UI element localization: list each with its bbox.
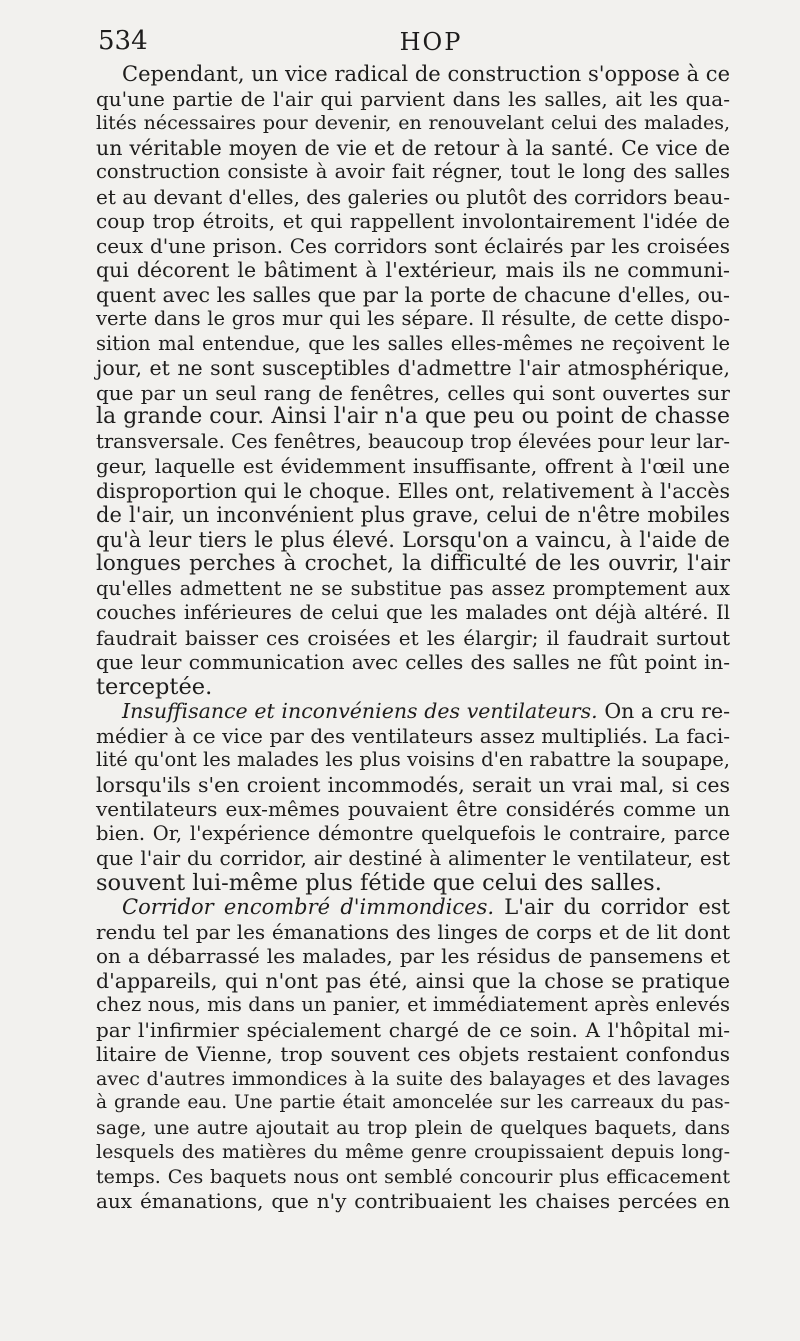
line-text: lités nécessaires pour devenir, en renouvelant celui des malades,	[96, 112, 730, 134]
text-line	[96, 626, 730, 651]
line-text: lité qu'ont les malades les plus voisins d'en rabattre la soupape,	[96, 748, 730, 771]
text-line	[96, 699, 730, 724]
line-text: d'appareils, qui n'ont pas été, ainsi que la chose se pratique	[96, 968, 730, 993]
text-line	[96, 552, 730, 577]
section-heading: Corridor encombré d'immondices.	[122, 895, 495, 919]
line-text: Cependant, un vice radical de construction s'oppose à ce	[122, 62, 730, 86]
text-line	[96, 1116, 730, 1141]
text-line	[96, 748, 730, 773]
text-line	[96, 62, 730, 87]
line-text: la grande cour. Ainsi l'air n'a que peu ou point de chasse	[96, 404, 730, 429]
line-text: et au devant d'elles, des galeries ou plutôt des corridors beau-	[96, 184, 730, 209]
text-line	[96, 895, 730, 920]
text-line	[96, 944, 730, 969]
line-text: L'air du corridor est	[494, 895, 730, 919]
line-text: on a débarrassé les malades, par les résidus de pansemens et	[96, 944, 730, 968]
line-text: verte dans le gros mur qui les sépare. Il résulte, de cette dispo-	[96, 307, 730, 330]
line-text: coup trop étroits, et qui rappellent involontairement l'idée de	[96, 209, 730, 233]
line-text: couches inférieures de celui que les malades ont déjà altéré. Il	[96, 601, 730, 624]
text-line	[96, 1140, 730, 1165]
line-text: chez nous, mis dans un panier, et immédiatement après enlevés	[96, 993, 730, 1016]
line-text: un véritable moyen de vie et de retour à la santé. Ce vice de	[96, 135, 730, 160]
text-line	[96, 577, 730, 602]
text-line	[96, 724, 730, 749]
line-text: qu'elles admettent ne se substitue pas assez promptement aux	[96, 576, 730, 600]
text-line	[96, 307, 730, 332]
line-text: à grande eau. Une partie était amoncelée sur les carreaux du pas-	[96, 1092, 730, 1113]
line-text: sage, une autre ajoutait au trop plein de quelques baquets, dans	[96, 1116, 730, 1139]
text-line	[96, 1067, 730, 1092]
text-line	[96, 846, 730, 871]
text-line	[96, 675, 730, 700]
text-line	[96, 920, 730, 945]
text-line	[96, 969, 730, 994]
page-header	[92, 26, 770, 60]
line-text: faudrait baisser ces croisées et les élargir; il faudrait surtout	[96, 625, 730, 650]
text-line	[96, 258, 730, 283]
line-text: qui décorent le bâtiment à l'extérieur, mais ils ne communi-	[96, 258, 730, 282]
line-text: litaire de Vienne, trop souvent ces objets restaient confondus	[96, 1042, 730, 1066]
line-text: ventilateurs eux-mêmes pouvaient être considérés comme un	[96, 797, 730, 821]
line-text: longues perches à crochet, la difficulté de les ouvrir, l'air	[96, 551, 730, 576]
line-text: que leur communication avec celles des salles ne fût point in-	[96, 650, 730, 674]
text-line	[96, 87, 730, 112]
text-line	[96, 381, 730, 406]
text-line	[96, 160, 730, 185]
text-line	[96, 993, 730, 1018]
text-line	[96, 503, 730, 528]
line-text: que par un seul rang de fenêtres, celles qui sont ouvertes sur	[96, 380, 730, 405]
text-line	[96, 773, 730, 798]
text-line	[96, 1018, 730, 1043]
text-line	[96, 209, 730, 234]
text-line	[96, 601, 730, 626]
text-line	[96, 185, 730, 210]
line-text: lorsqu'ils s'en croient incommodés, serait un vrai mal, si ces	[96, 772, 730, 797]
line-text: disproportion qui le choque. Elles ont, relativement à l'accès	[96, 478, 730, 503]
line-text: lesquels des matières du même genre croupissaient depuis long-	[96, 1141, 730, 1163]
line-text: geur, laquelle est évidemment insuffisante, offrent à l'œil une	[96, 454, 730, 478]
text-line	[96, 650, 730, 675]
line-text: avec d'autres immondices à la suite des balayages et des lavages	[96, 1067, 730, 1090]
text-line	[96, 430, 730, 455]
text-line	[96, 234, 730, 259]
text-line	[96, 1189, 730, 1214]
line-text: médier à ce vice par des ventilateurs assez multipliés. La faci-	[96, 723, 730, 748]
section-heading: Insuffisance et inconvéniens des ventilateurs.	[122, 699, 598, 723]
line-text: temps. Ces baquets nous ont semblé concourir plus efficacement	[96, 1165, 730, 1188]
line-text: par l'infirmier spécialement chargé de ce soin. A l'hôpital mi-	[96, 1017, 730, 1042]
line-text: construction consiste à avoir fait régner, tout le long des salles	[96, 160, 730, 183]
line-text: qu'à leur tiers le plus élevé. Lorsqu'on a vaincu, à l'aide de	[96, 527, 730, 552]
line-text: souvent lui-même plus fétide que celui des salles.	[96, 869, 662, 896]
line-text: sition mal entendue, que les salles elles-mêmes ne reçoivent le	[96, 331, 730, 355]
line-text: que l'air du corridor, air destiné à alimenter le ventilateur, est	[96, 846, 730, 870]
text-line	[96, 454, 730, 479]
text-line	[96, 822, 730, 847]
line-text: jour, et ne sont susceptibles d'admettre l'air atmosphérique,	[96, 356, 730, 380]
text-line	[96, 111, 730, 136]
text-line	[96, 332, 730, 357]
text-line	[96, 528, 730, 553]
text-line	[96, 405, 730, 430]
line-text: qu'une partie de l'air qui parvient dans les salles, ait les qua-	[96, 86, 730, 111]
text-line	[96, 479, 730, 504]
line-text: On a cru re-	[597, 699, 730, 723]
running-head: HOP	[399, 28, 463, 56]
text-line	[96, 136, 730, 161]
line-text: terceptée.	[96, 673, 213, 700]
line-text: de l'air, un inconvénient plus grave, celui de n'être mobiles	[96, 503, 730, 527]
body-text	[96, 62, 730, 1214]
text-line	[96, 797, 730, 822]
page-number: 534	[98, 26, 148, 56]
line-text: ceux d'une prison. Ces corridors sont éclairés par les croisées	[96, 233, 730, 258]
line-text: quent avec les salles que par la porte de chacune d'elles, ou-	[96, 282, 730, 307]
text-line	[96, 1091, 730, 1116]
text-line	[96, 356, 730, 381]
text-line	[96, 1165, 730, 1190]
text-line	[96, 283, 730, 308]
line-text: transversale. Ces fenêtres, beaucoup trop élevées pour leur lar-	[96, 429, 730, 453]
line-text: aux émanations, que n'y contribuaient les chaises percées en	[96, 1189, 730, 1213]
text-line	[96, 1042, 730, 1067]
text-line	[96, 871, 730, 896]
line-text: rendu tel par les émanations des linges de corps et de lit dont	[96, 919, 730, 944]
line-text: bien. Or, l'expérience démontre quelquefois le contraire, parce	[96, 821, 730, 845]
